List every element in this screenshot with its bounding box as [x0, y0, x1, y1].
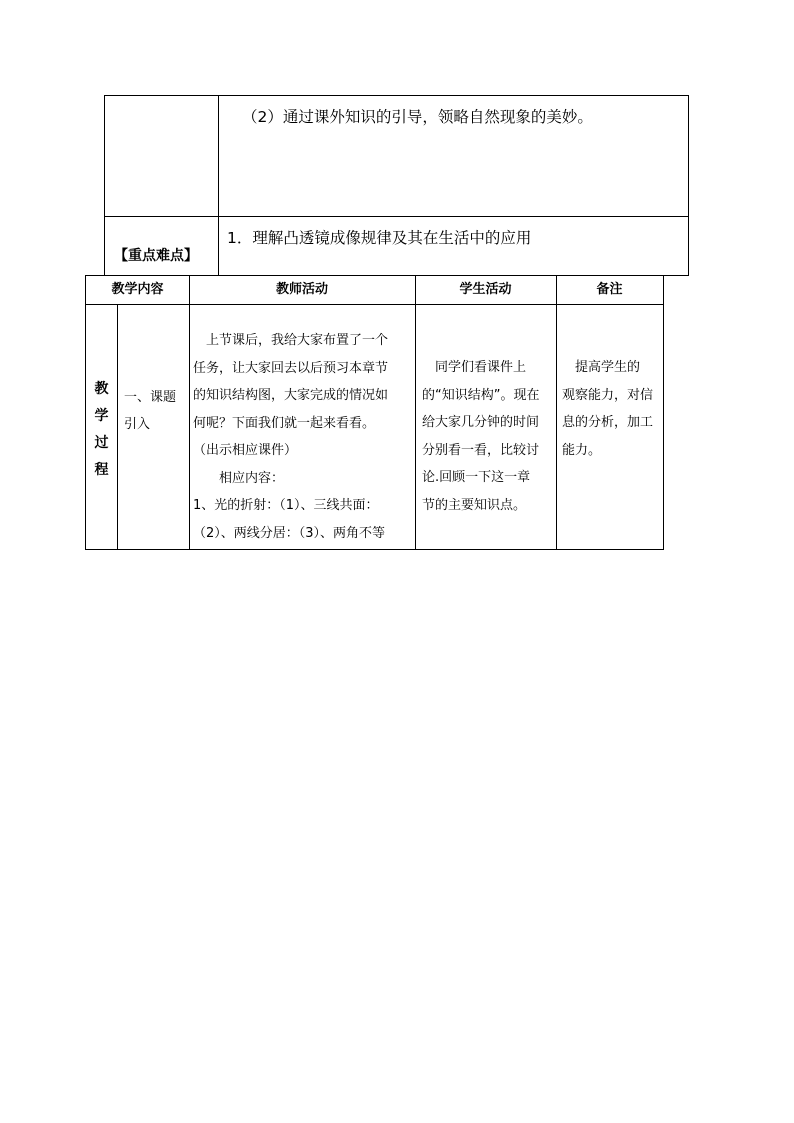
column-divider	[189, 276, 190, 549]
teaching-process-table	[85, 275, 664, 550]
header-student: 学生活动	[459, 282, 512, 297]
teacher-activity-cell	[193, 327, 409, 547]
header-teacher: 教师活动	[275, 282, 328, 297]
header-notes: 备注	[596, 282, 623, 297]
header-content: 教学内容	[111, 282, 164, 297]
text-line: 的“知识结构”。现在	[422, 387, 540, 403]
column-divider	[415, 276, 416, 549]
text-line: 能力。	[562, 442, 602, 458]
text-line: 息的分析，加工	[562, 415, 654, 430]
topic-cell: 一、课题引入	[124, 390, 177, 432]
text-line: 相应内容：	[193, 470, 285, 486]
objective-line: （2）通过课外知识的引导，领略自然现象的美妙。	[242, 108, 593, 126]
text-line: 节的主要知识点。	[422, 497, 527, 513]
text-line: 何呢？下面我们就一起来看看。	[193, 415, 376, 431]
row-divider	[105, 216, 688, 217]
text-line: 论.回顾一下这一章	[422, 470, 531, 485]
text-line: 同学们看课件上	[422, 360, 527, 375]
key-points-label: 【重点难点】	[114, 248, 198, 264]
side-label: 教 学 过 程	[94, 381, 109, 478]
text-line: 上节课后，我给大家布置了一个	[193, 333, 389, 348]
text-line: 给大家几分钟的时间	[422, 415, 540, 430]
header-divider	[86, 304, 663, 305]
objectives-table	[104, 95, 689, 276]
text-line: 的知识结构图，大家完成的情况如	[193, 388, 389, 403]
text-line: 提高学生的	[562, 360, 641, 375]
text-line: 观察能力，对信	[562, 387, 654, 403]
column-divider	[117, 304, 118, 549]
text-line: （出示相应课件）	[193, 443, 298, 458]
key-points-text: 1．理解凸透镜成像规律及其在生活中的应用	[227, 229, 532, 247]
text-line: 任务，让大家回去以后预习本章节	[193, 360, 389, 376]
text-line: （2）、两线分居：（3）、两角不等	[193, 525, 386, 541]
student-activity-cell	[422, 354, 552, 519]
text-line: 分别看一看，比较讨	[422, 442, 540, 458]
text-line: 1、光的折射：（1）、三线共面：	[193, 498, 379, 513]
notes-cell	[562, 354, 662, 464]
column-divider	[218, 96, 219, 275]
column-divider	[556, 276, 557, 549]
